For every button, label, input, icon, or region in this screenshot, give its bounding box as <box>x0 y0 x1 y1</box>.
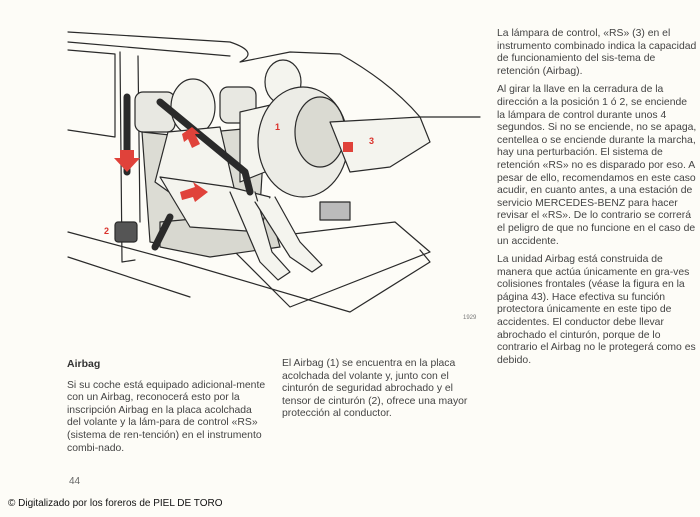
middle-column <box>282 358 482 427</box>
paragraph-rs-lamp: La lámpara de control, «RS» (3) en el instrumento combinado indica la capacidad de funcionamiento del sis-tema de retención (Airbag). <box>497 28 697 77</box>
paragraph-airbag-location: El Airbag (1) se encuentra en la placa acolchada del volante y, junto con el cinturón de seguridad abrochado y el tensor de cinturón (2), ofrece una mayor protección al conductor. <box>282 358 468 420</box>
callout-rs-lamp: 3 <box>369 136 375 146</box>
airbag-illustration <box>60 22 490 322</box>
page-number: 44 <box>69 476 81 487</box>
section-heading: Airbag <box>67 358 101 370</box>
paragraph-ignition-check: Al girar la llave en la cerradura de la dirección a la posición 1 ó 2, se enciende la lámpara de control durante unos 4 segundos. Si no se enciende, no se apaga, centellea o se enciende durante la marcha, hay una perturbación. El sistema de retención «RS» no es disparado por eso. A pesar de ello, recomendamos en este caso acudir, en cuanto antes, a una estación de servicio MERCEDES-BENZ para hacer revisar el «RS». De lo contrario se correrá el peligro de que no funcione en el caso de un accidente. <box>497 84 697 247</box>
callout-airbag: 1 <box>275 122 281 132</box>
right-column <box>497 28 697 373</box>
left-column <box>67 358 267 461</box>
callout-belt-tensioner: 2 <box>104 226 110 236</box>
footer-credit: © Digitalizado por los foreros de PIEL DE TORO <box>8 498 223 509</box>
figure-number: 1929 <box>463 315 477 321</box>
paragraph-intro: Si su coche está equipado adicional-mente con un Airbag, reconocerá esto por la inscripción Airbag en la placa acolchada del volante y la lám-para de control «RS» (sistema de ren-tención) en el instrumento combi-nado. <box>67 379 266 454</box>
paragraph-airbag-unit: La unidad Airbag está construida de manera que actúa únicamente en gra-ves colisiones frontales (véase la figura en la página 43). Hace efectiva su función protectora únicamente en este tipo de accidentes. El conductor debe llevar abrochado el cinturón, porque de lo contrario el Airbag no le protegerá como es debido. <box>497 254 696 366</box>
